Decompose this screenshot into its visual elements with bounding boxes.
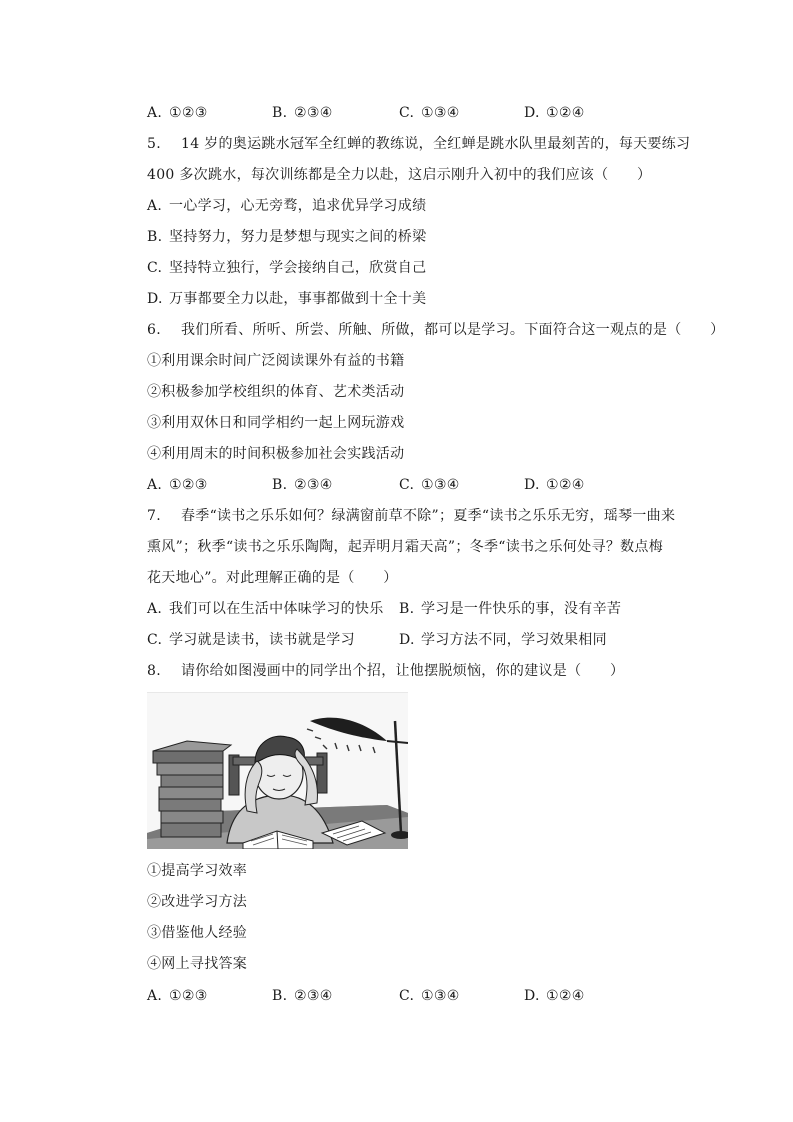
q8-stem: 8. 请你给如图漫画中的同学出个招，让他摆脱烦恼，你的建议是（ ）: [147, 663, 625, 679]
q8-options-row: [147, 986, 667, 1006]
q8-statement-2: ②改进学习方法: [147, 894, 248, 910]
q4-option-d: D. ①②④: [524, 105, 585, 121]
q8-statement-4: ④网上寻找答案: [147, 956, 248, 972]
q5-option-c: C. 坚持特立独行，学会接纳自己，欣赏自己: [147, 260, 427, 276]
q6-options-row: [147, 475, 667, 495]
q7-option-a: A. 我们可以在生活中体味学习的快乐: [147, 601, 384, 617]
q6-option-d: D. ①②④: [524, 477, 585, 493]
stressed-student-illustration-icon: [147, 693, 408, 849]
q6-statement-1: ①利用课余时间广泛阅读课外有益的书籍: [147, 353, 405, 369]
q4-options-row: [147, 103, 667, 123]
q5-option-d: D. 万事都要全力以赴，事事都做到十全十美: [147, 291, 427, 307]
q6-stem: 6. 我们所看、所听、所尝、所触、所做，都可以是学习。下面符合这一观点的是（ ）: [147, 322, 725, 338]
q8-statement-3: ③借鉴他人经验: [147, 925, 248, 941]
q7-stem-line-3: 花天地心”。对此理解正确的是（ ）: [147, 570, 398, 586]
q8-cartoon-figure: [147, 692, 408, 849]
q5-option-b: B. 坚持努力，努力是梦想与现实之间的桥梁: [147, 229, 427, 245]
q8-statement-1: ①提高学习效率: [147, 863, 248, 879]
q6-number: 6.: [147, 322, 161, 338]
q4-option-a: A. ①②③: [147, 105, 208, 121]
q8-option-d: D. ①②④: [524, 988, 585, 1004]
q7-option-b: B. 学习是一件快乐的事，没有辛苦: [399, 601, 622, 617]
q7-options-row-1: [147, 599, 667, 619]
q5-number: 5.: [147, 136, 161, 152]
q5-stem-line-1: 5. 14 岁的奥运跳水冠军全红蝉的教练说，全红蝉是跳水队里最刻苦的，每天要练习: [147, 136, 691, 152]
q6-statement-4: ④利用周末的时间积极参加社会实践活动: [147, 446, 405, 462]
q8-option-c: C. ①③④: [399, 988, 460, 1004]
q6-option-a: A. ①②③: [147, 477, 208, 493]
q6-statement-2: ②积极参加学校组织的体育、艺术类活动: [147, 384, 405, 400]
q5-option-a: A. 一心学习，心无旁骛，追求优异学习成绩: [147, 198, 427, 214]
q7-stem-line-2: 熏风”；秋季“读书之乐乐陶陶，起弄明月霜天高”；冬季“读书之乐何处寻？数点梅: [147, 539, 664, 555]
q7-stem-line-1: 7. 春季“读书之乐乐如何？绿满窗前草不除”；夏季“读书之乐乐无穷，瑶琴一曲来: [147, 508, 676, 524]
q4-option-b: B. ②③④: [272, 105, 333, 121]
q7-number: 7.: [147, 508, 161, 524]
q7-option-d: D. 学习方法不同，学习效果相同: [399, 632, 607, 648]
q7-options-row-2: [147, 630, 667, 650]
q7-option-c: C. 学习就是读书，读书就是学习: [147, 632, 355, 648]
q8-option-b: B. ②③④: [272, 988, 333, 1004]
q6-option-c: C. ①③④: [399, 477, 460, 493]
q6-option-b: B. ②③④: [272, 477, 333, 493]
q4-option-c: C. ①③④: [399, 105, 460, 121]
q5-stem-line-2: 400 多次跳水，每次训练都是全力以赴，这启示刚升入初中的我们应该（ ）: [147, 167, 652, 183]
q8-option-a: A. ①②③: [147, 988, 208, 1004]
q8-number: 8.: [147, 663, 161, 679]
q6-statement-3: ③利用双休日和同学相约一起上网玩游戏: [147, 415, 405, 431]
